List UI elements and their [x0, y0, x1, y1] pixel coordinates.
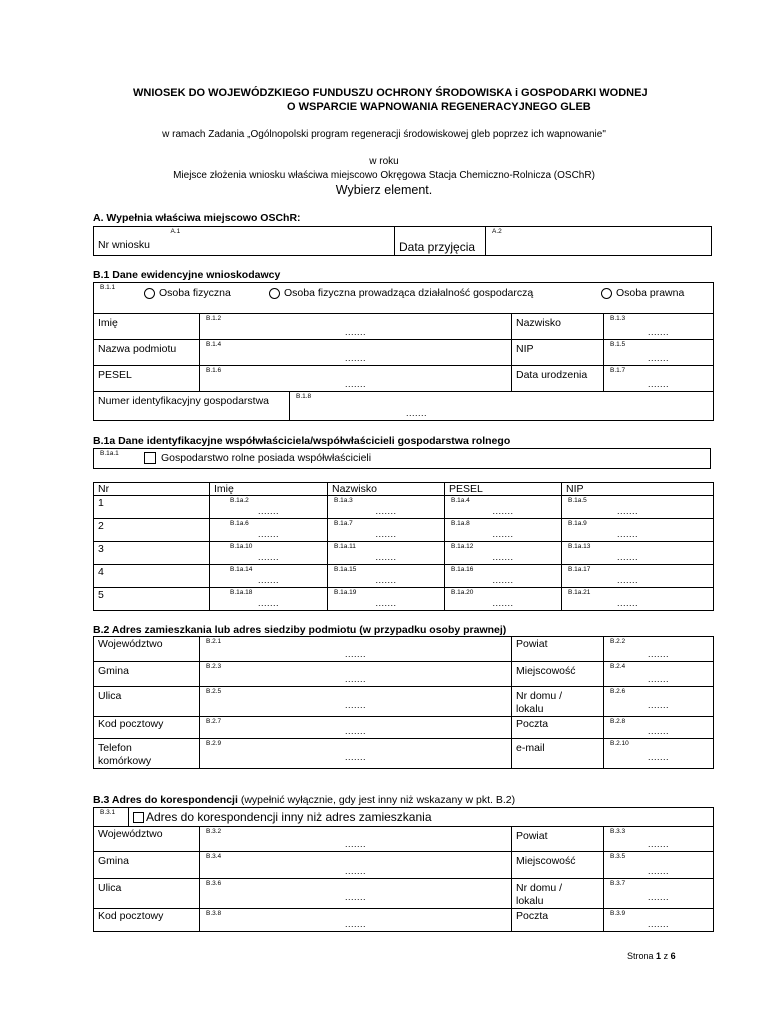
- field-code: B.1.6: [206, 367, 222, 374]
- b2-row: [94, 687, 714, 717]
- field-placeholder: .......: [257, 598, 279, 608]
- form-title-line2: O WSPARCIE WAPNOWANIA REGENERACYJNEGO GLEB: [287, 101, 591, 113]
- data-przyjecia-label: Data przyjęcia: [399, 240, 476, 254]
- col-header: [210, 483, 328, 496]
- b3-nr-domu-field[interactable]: [604, 879, 714, 909]
- field-placeholder: .......: [647, 726, 669, 736]
- section-b1-title: B.1 Dane ewidencyjne wnioskodawcy: [93, 269, 281, 281]
- wojewodztwo-field[interactable]: [200, 637, 512, 662]
- farm-number-field[interactable]: [290, 392, 714, 421]
- field-code: B.1a.6: [230, 520, 249, 527]
- field-code: B.2.7: [206, 718, 222, 725]
- field-label: Ulica: [98, 690, 122, 702]
- field-placeholder: .......: [647, 892, 669, 902]
- co-owner-pesel-field[interactable]: [445, 519, 562, 542]
- kod-pocztowy-field[interactable]: [200, 717, 512, 739]
- co-owners-check-table: [93, 448, 711, 469]
- field-code: B.2.2: [610, 638, 626, 645]
- field-label-cell: [94, 637, 200, 662]
- field-code: B.1a.13: [568, 543, 591, 550]
- co-owner-imie-field[interactable]: [210, 588, 328, 611]
- co-owner-nazwisko-field[interactable]: [328, 542, 445, 565]
- field-label-cell: [94, 687, 200, 717]
- radio-osoba-fizyczna[interactable]: [144, 287, 231, 299]
- checkbox-icon[interactable]: [144, 452, 156, 464]
- program-line: w ramach Zadania „Ogólnopolski program regeneracji środowiskowej gleb poprzez ich wapnowanie": [162, 129, 606, 140]
- field-placeholder: .......: [616, 529, 638, 539]
- co-owner-nip-field[interactable]: [562, 588, 714, 611]
- field-label-cell: [512, 909, 604, 932]
- col-header-label: Nr: [98, 483, 110, 495]
- co-owner-row: [94, 565, 714, 588]
- correspondence-checkbox[interactable]: [133, 810, 432, 824]
- field-code: B.1a.12: [451, 543, 474, 550]
- field-label: Powiat: [516, 638, 548, 650]
- field-label: Nazwisko: [516, 317, 561, 329]
- form-title-line1: WNIOSEK DO WOJEWÓDZKIEGO FUNDUSZU OCHRONY ŚRODOWISKA i GOSPODARKI WODNEJ: [133, 87, 648, 99]
- field-label-cell: [512, 739, 604, 769]
- field-label: Nr domu / lokalu: [516, 882, 563, 907]
- field-placeholder: .......: [375, 598, 397, 608]
- field-code: B.2.5: [206, 688, 222, 695]
- row-number-cell: [94, 519, 210, 542]
- field-placeholder: .......: [647, 919, 669, 929]
- section-b3-title-bold: B.3 Adres do korespondencji: [93, 794, 238, 806]
- section-b3-title-note: (wypełnić wyłącznie, gdy jest inny niż wskazany w pkt. B.2): [237, 794, 516, 806]
- row-number: 1: [98, 497, 104, 509]
- correspondence-check-cell[interactable]: [129, 808, 714, 827]
- ulica-field[interactable]: [200, 687, 512, 717]
- field-placeholder: .......: [344, 674, 366, 684]
- field-label: Powiat: [516, 830, 548, 842]
- b3-gmina-field[interactable]: [200, 852, 512, 879]
- nr-wniosku-label: Nr wniosku: [98, 239, 150, 251]
- col-header-label: Nazwisko: [332, 483, 377, 495]
- b3-wojewodztwo-field[interactable]: [200, 827, 512, 852]
- field-label-cell: [512, 662, 604, 687]
- field-label: Województwo: [98, 638, 163, 650]
- field-placeholder: .......: [648, 379, 670, 389]
- field-placeholder: .......: [375, 552, 397, 562]
- field-placeholder: .......: [375, 529, 397, 539]
- field-code: B.2.10: [610, 740, 629, 747]
- field-placeholder: .......: [616, 598, 638, 608]
- field-placeholder: .......: [375, 575, 397, 585]
- section-a-title: A. Wypełnia właściwa miejscowo OSChR:: [93, 212, 301, 224]
- row-number-cell: [94, 496, 210, 519]
- field-placeholder: .......: [647, 674, 669, 684]
- field-placeholder: .......: [492, 529, 514, 539]
- field-code: B.3.3: [610, 828, 626, 835]
- field-label: Miejscowość: [516, 855, 576, 867]
- col-header: [328, 483, 445, 496]
- field-code: B.1.2: [206, 315, 222, 322]
- gmina-field[interactable]: [200, 662, 512, 687]
- field-label-cell: [512, 314, 604, 340]
- field-code: B.1a.10: [230, 543, 253, 550]
- field-placeholder: .......: [647, 839, 669, 849]
- field-placeholder: .......: [344, 919, 366, 929]
- checkbox-icon[interactable]: [133, 812, 144, 823]
- field-code: B.2.8: [610, 718, 626, 725]
- field-label-cell: [512, 717, 604, 739]
- field-code: B.3.1: [100, 809, 116, 816]
- b1-row-pesel: [94, 366, 714, 392]
- field-label: e-mail: [516, 742, 545, 754]
- b3-poczta-field[interactable]: [604, 909, 714, 932]
- field-label: Gmina: [98, 855, 129, 867]
- co-owners-checkbox[interactable]: [144, 452, 371, 464]
- checkbox-label: Adres do korespondencji inny niż adres zamieszkania: [146, 810, 432, 824]
- field-label-cell: [94, 852, 200, 879]
- co-owner-nazwisko-field[interactable]: [328, 588, 445, 611]
- col-header-label: PESEL: [449, 483, 483, 495]
- field-placeholder: .......: [257, 552, 279, 562]
- field-code: B.3.9: [610, 910, 626, 917]
- nr-domu-field[interactable]: [604, 687, 714, 717]
- field-label: Poczta: [516, 718, 549, 730]
- field-code: B.3.7: [610, 880, 626, 887]
- total-pages: 6: [670, 951, 676, 961]
- data-urodzenia-field[interactable]: [604, 366, 714, 392]
- radio-label: Osoba fizyczna prowadząca działalność gospodarczą: [284, 287, 534, 299]
- field-label: Poczta: [516, 910, 549, 922]
- field-placeholder: .......: [492, 552, 514, 562]
- radio-osoba-prawna[interactable]: [601, 287, 684, 299]
- field-code: B.1a.2: [230, 497, 249, 504]
- field-label-cell: [94, 392, 290, 421]
- field-label-cell: [94, 366, 200, 392]
- nip-field[interactable]: [604, 340, 714, 366]
- section-b2-title: B.2 Adres zamieszkania lub adres siedziby podmiotu (w przypadku osoby prawnej): [93, 624, 507, 636]
- field-code: B.1a.11: [334, 543, 356, 550]
- nazwa-podmiotu-field[interactable]: [200, 340, 512, 366]
- field-code: B.1.1: [100, 284, 116, 291]
- place-line: Miejsce złożenia wniosku właściwa miejscowo Okręgowa Stacja Chemiczno-Rolnicza (OSChR): [173, 170, 595, 181]
- b3-powiat-field[interactable]: [604, 827, 714, 852]
- field-label: Ulica: [98, 882, 122, 894]
- field-code: B.3.2: [206, 828, 222, 835]
- field-placeholder: .......: [344, 327, 366, 337]
- year-line: w roku: [369, 156, 399, 167]
- field-code: B.3.8: [206, 910, 222, 917]
- b1-row-nazwa: [94, 340, 714, 366]
- field-placeholder: .......: [344, 379, 366, 389]
- field-label: Kod pocztowy: [98, 910, 164, 922]
- row-number: 2: [98, 520, 104, 532]
- field-placeholder: .......: [616, 575, 638, 585]
- radio-circle-icon[interactable]: [144, 288, 155, 299]
- field-placeholder: .......: [616, 552, 638, 562]
- row-number: 3: [98, 543, 104, 555]
- co-owner-row: [94, 542, 714, 565]
- b3-check-row: [94, 808, 714, 827]
- field-code: B.1a.16: [451, 566, 474, 573]
- miejscowosc-field[interactable]: [604, 662, 714, 687]
- section-b2-table: [93, 636, 714, 769]
- b2-row: [94, 739, 714, 769]
- check-code-cell: [94, 808, 129, 827]
- field-label-cell: [94, 662, 200, 687]
- field-label-cell: [512, 340, 604, 366]
- field-code: B.1a.15: [334, 566, 357, 573]
- field-placeholder: .......: [492, 575, 514, 585]
- field-label-cell: [512, 366, 604, 392]
- field-placeholder: .......: [344, 866, 366, 876]
- b2-row: [94, 717, 714, 739]
- field-placeholder: .......: [492, 598, 514, 608]
- col-header: [562, 483, 714, 496]
- field-placeholder: .......: [616, 506, 638, 516]
- co-owner-imie-field[interactable]: [210, 565, 328, 588]
- page-prefix: Strona: [627, 951, 654, 961]
- co-owner-nazwisko-field[interactable]: [328, 565, 445, 588]
- field-label: Nazwa podmiotu: [98, 343, 177, 355]
- field-label-cell: [94, 314, 200, 340]
- co-owner-pesel-field[interactable]: [445, 588, 562, 611]
- field-code: B.1a.17: [568, 566, 591, 573]
- checkbox-label: Gospodarstwo rolne posiada współwłaścicieli: [161, 452, 372, 464]
- field-placeholder: .......: [648, 353, 670, 363]
- radio-circle-icon[interactable]: [269, 288, 280, 299]
- co-owner-row: [94, 519, 714, 542]
- applicant-type-row: [94, 283, 714, 314]
- section-b3-title: [93, 794, 515, 806]
- field-code: A.2: [492, 228, 502, 235]
- field-code: B.1a.9: [568, 520, 587, 527]
- field-label-cell: [512, 852, 604, 879]
- field-code: B.1a.1: [100, 450, 119, 457]
- field-label: PESEL: [98, 369, 132, 381]
- field-code: B.1a.19: [334, 589, 357, 596]
- co-owner-nip-field[interactable]: [562, 542, 714, 565]
- co-owner-nip-field[interactable]: [562, 519, 714, 542]
- field-code: B.3.6: [206, 880, 222, 887]
- field-placeholder: .......: [647, 649, 669, 659]
- co-owner-pesel-field[interactable]: [445, 565, 562, 588]
- field-placeholder: .......: [344, 752, 366, 762]
- field-code: B.2.3: [206, 663, 222, 670]
- field-placeholder: .......: [648, 327, 670, 337]
- field-code: B.1.8: [296, 393, 312, 400]
- radio-circle-icon[interactable]: [601, 288, 612, 299]
- b2-row: [94, 662, 714, 687]
- field-placeholder: .......: [344, 892, 366, 902]
- b3-row: [94, 852, 714, 879]
- row-number-cell: [94, 565, 210, 588]
- b2-row: [94, 637, 714, 662]
- nr-wniosku-field[interactable]: [165, 227, 395, 256]
- field-label: Nr domu / lokalu: [516, 690, 563, 715]
- co-owner-pesel-field[interactable]: [445, 542, 562, 565]
- field-placeholder: .......: [647, 700, 669, 710]
- field-placeholder: .......: [344, 649, 366, 659]
- current-page: 1: [656, 951, 662, 961]
- field-code: B.2.1: [206, 638, 222, 645]
- field-code: B.1a.5: [568, 497, 587, 504]
- field-code: B.1a.18: [230, 589, 253, 596]
- field-placeholder: .......: [257, 575, 279, 585]
- powiat-field[interactable]: [604, 637, 714, 662]
- radio-label: Osoba prawna: [616, 287, 685, 299]
- field-code: B.1.7: [610, 367, 626, 374]
- field-code: B.1a.7: [334, 520, 353, 527]
- field-label: Miejscowość: [516, 665, 576, 677]
- col-header-label: NIP: [566, 483, 584, 495]
- field-label-cell: [94, 739, 200, 769]
- field-placeholder: .......: [344, 726, 366, 736]
- row-number: 4: [98, 566, 104, 578]
- co-owner-row: [94, 588, 714, 611]
- b3-ulica-field[interactable]: [200, 879, 512, 909]
- field-label: Numer identyfikacyjny gospodarstwa: [98, 395, 269, 407]
- field-label: Imię: [98, 317, 118, 329]
- radio-osoba-dzialalnosc[interactable]: [269, 287, 533, 299]
- b3-row: [94, 827, 714, 852]
- field-code: B.1.4: [206, 341, 222, 348]
- field-code: B.1a.21: [568, 589, 591, 596]
- co-owners-table: [93, 482, 714, 611]
- nr-wniosku-label-cell: [94, 227, 165, 256]
- field-code: B.1a.14: [230, 566, 253, 573]
- telefon-field[interactable]: [200, 739, 512, 769]
- co-owner-imie-field[interactable]: [210, 519, 328, 542]
- co-owner-nip-field[interactable]: [562, 565, 714, 588]
- field-code: B.1a.3: [334, 497, 353, 504]
- page-sep: z: [663, 951, 669, 961]
- data-przyjecia-field[interactable]: [486, 227, 712, 256]
- field-label-cell: [512, 827, 604, 852]
- field-placeholder: .......: [647, 866, 669, 876]
- pesel-field[interactable]: [200, 366, 512, 392]
- field-label: Data urodzenia: [516, 369, 588, 381]
- field-label-cell: [512, 879, 604, 909]
- field-label: Województwo: [98, 828, 163, 840]
- field-placeholder: .......: [344, 700, 366, 710]
- field-placeholder: .......: [344, 353, 366, 363]
- b3-row: [94, 909, 714, 932]
- page-number: [627, 951, 676, 961]
- field-placeholder: .......: [257, 506, 279, 516]
- field-placeholder: .......: [257, 529, 279, 539]
- field-code: B.1.3: [610, 315, 626, 322]
- field-code: B.3.5: [610, 853, 626, 860]
- field-placeholder: .......: [492, 506, 514, 516]
- imie-field[interactable]: [200, 314, 512, 340]
- co-owners-check-row[interactable]: [94, 449, 711, 469]
- oschr-select[interactable]: Wybierz element.: [335, 183, 433, 197]
- field-label-cell: [94, 879, 200, 909]
- field-code: B.1.5: [610, 341, 626, 348]
- field-code: B.2.9: [206, 740, 222, 747]
- email-field[interactable]: [604, 739, 714, 769]
- nazwisko-field[interactable]: [604, 314, 714, 340]
- field-code: B.3.4: [206, 853, 222, 860]
- co-owner-nip-field[interactable]: [562, 496, 714, 519]
- field-label-cell: [94, 340, 200, 366]
- row-number-cell: [94, 542, 210, 565]
- poczta-field[interactable]: [604, 717, 714, 739]
- section-b3-table: [93, 807, 714, 932]
- field-label-cell: [512, 637, 604, 662]
- co-owners-header-row: [94, 483, 714, 496]
- co-owner-imie-field[interactable]: [210, 496, 328, 519]
- field-label: Kod pocztowy: [98, 718, 164, 730]
- field-label: NIP: [516, 343, 534, 355]
- col-header: [94, 483, 210, 496]
- b3-kod-pocztowy-field[interactable]: [200, 909, 512, 932]
- field-label-cell: [94, 827, 200, 852]
- b3-row: [94, 879, 714, 909]
- field-label: Telefon komórkowy: [98, 742, 152, 767]
- field-code: B.2.4: [610, 663, 626, 670]
- field-label-cell: [512, 687, 604, 717]
- field-code: B.1a.4: [451, 497, 470, 504]
- row-number: 5: [98, 589, 104, 601]
- co-owner-row: [94, 496, 714, 519]
- field-label-cell: [94, 909, 200, 932]
- field-placeholder: .......: [375, 506, 397, 516]
- data-przyjecia-label-cell: [395, 227, 486, 256]
- section-b1-table: [93, 282, 714, 421]
- section-b1a-title: B.1a Dane identyfikacyjne współwłaściciela/współwłaścicieli gospodarstwa rolnego: [93, 435, 511, 447]
- col-header-label: Imię: [214, 483, 234, 495]
- col-header: [445, 483, 562, 496]
- co-owner-imie-field[interactable]: [210, 542, 328, 565]
- field-label-cell: [94, 717, 200, 739]
- co-owner-nazwisko-field[interactable]: [328, 496, 445, 519]
- field-code: A.1: [170, 228, 181, 235]
- radio-label: Osoba fizyczna: [159, 287, 231, 299]
- field-label: Gmina: [98, 665, 129, 677]
- b3-miejscowosc-field[interactable]: [604, 852, 714, 879]
- co-owner-pesel-field[interactable]: [445, 496, 562, 519]
- field-code: B.1a.20: [451, 589, 474, 596]
- section-a-table: [93, 226, 712, 256]
- field-code: B.2.6: [610, 688, 626, 695]
- co-owner-nazwisko-field[interactable]: [328, 519, 445, 542]
- field-code: B.1a.8: [451, 520, 470, 527]
- b1-row-imie: [94, 314, 714, 340]
- field-placeholder: .......: [406, 408, 428, 418]
- field-placeholder: .......: [344, 839, 366, 849]
- row-number-cell: [94, 588, 210, 611]
- field-placeholder: .......: [647, 752, 669, 762]
- b1-row-farm: [94, 392, 714, 421]
